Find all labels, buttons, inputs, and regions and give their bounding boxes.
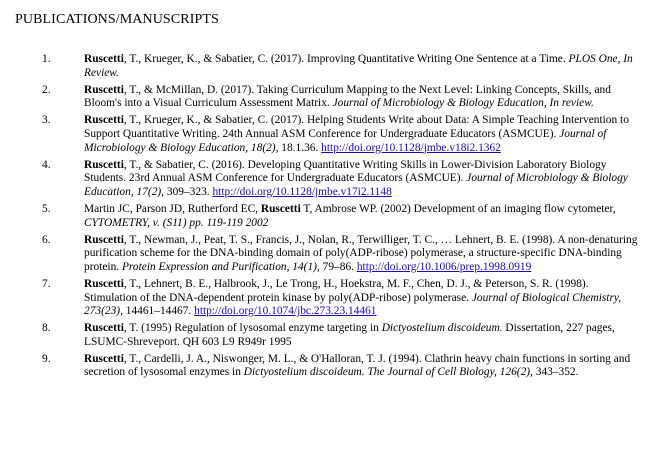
journal-name: PLOS One, In Review.	[84, 53, 633, 79]
publication-entry	[0, 278, 648, 319]
entry-number: 1.	[42, 53, 51, 65]
citation-lead: Martin JC, Parson JD, Rutherford EC,	[84, 202, 261, 215]
entry-number: 9.	[42, 352, 51, 365]
citation-text: , T., Newman, J., Peat, T. S., Francis, J., Nolan, R., Terwilliger, T. C., … Lehnert, B. E. (1998). A non-denaturing purification scheme for the DNA-binding domain of poly(ADP-ribose) polymerase, a structure-specific DNA-binding protein.	[84, 233, 638, 273]
section-heading: PUBLICATIONS/MANUSCRIPTS	[15, 12, 219, 27]
journal-name: CYTOMETRY, v. (S11) pp. 119-119 2002	[84, 216, 269, 229]
entry-number: 3.	[42, 114, 51, 127]
author-highlight: Ruscetti	[84, 114, 124, 127]
journal-name: Journal of Microbiology & Biology Education, In review.	[332, 97, 594, 110]
citation-pages: 343–352.	[532, 366, 579, 379]
journal-name: Dictyostelium discoideum.	[381, 322, 503, 335]
publication-entry	[0, 234, 648, 275]
citation-details: Dissertation, 227 pages, LSUMC-Shreveport. QH 603 L9 R949r 1995	[84, 322, 615, 348]
journal-name: Journal of Microbiology & Biology Education, 18(2),	[84, 127, 607, 154]
publication-entry	[0, 159, 648, 200]
author-highlight: Ruscetti	[84, 83, 124, 96]
citation-pages: 79–86.	[319, 260, 357, 273]
entry-number: 6.	[42, 233, 51, 246]
journal-name: Protein Expression and Purification, 14(1),	[121, 260, 320, 273]
doi-link[interactable]: http://doi.org/10.1074/jbc.273.23.14461	[194, 305, 377, 318]
entry-number: 7.	[42, 277, 51, 290]
author-highlight: Ruscetti	[84, 158, 124, 171]
publication-entry	[0, 322, 648, 349]
journal-name: Journal of Biological Chemistry, 273(23),	[84, 291, 622, 318]
doi-link[interactable]: http://doi.org/10.1128/jmbe.v17i2.1148	[212, 185, 392, 198]
publication-entry	[0, 353, 648, 380]
journal-name: Journal of Microbiology & Biology Education, 17(2),	[84, 172, 628, 198]
entry-number: 2.	[42, 83, 51, 96]
author-highlight: Ruscetti	[84, 322, 124, 335]
doi-link[interactable]: http://doi.org/10.1006/prep.1998.0919	[356, 260, 532, 273]
publication-entry	[0, 114, 648, 155]
citation-pages: 14461–14467.	[122, 305, 195, 318]
doi-link[interactable]: http://doi.org/10.1128/jmbe.v18i2.1362	[321, 141, 501, 154]
entry-number: 8.	[42, 322, 51, 335]
citation-pages: 18.1.36.	[278, 141, 322, 154]
journal-name: Dictyostelium discoideum. The Journal of Cell Biology, 126(2),	[243, 366, 533, 379]
citation-text: , T., & Sabatier, C. (2016). Developing Quantitative Writing Skills in Lower-Division Laboratory Biology Students. 23rd Annual ASM Conference for Undergraduate Educators (ASMCUE).	[84, 158, 607, 185]
citation-text: T, Ambrose WP. (2002) Development of an imaging flow cytometer,	[300, 202, 616, 215]
publication-entry	[0, 53, 648, 80]
entry-number: 5.	[42, 202, 51, 215]
author-highlight: Ruscetti	[84, 53, 124, 65]
publication-entry	[0, 84, 648, 111]
citation-pages: 309–323.	[164, 185, 213, 198]
author-highlight: Ruscetti	[260, 202, 301, 215]
citation-text: , T., Cardelli, J. A., Niswonger, M. L., & O'Halloran, T. J. (1994). Clathrin heavy chain functions in sorting and secretion of lysosomal enzymes in	[84, 352, 631, 379]
citation-text: , T., Krueger, K., & Sabatier, C. (2017). Helping Students Write about Data: A Simple Teaching Intervention to Support Quantitative Writing. 24th Annual ASM Conference for Undergraduate Educators (ASMCUE).	[84, 114, 629, 140]
publication-entry	[0, 203, 648, 230]
citation-text: , T., Krueger, K., & Sabatier, C. (2017). Improving Quantitative Writing One Sentence at a Time.	[123, 53, 569, 65]
author-highlight: Ruscetti	[84, 352, 124, 365]
citation-text: , T. (1995) Regulation of lysosomal enzyme targeting in	[123, 322, 382, 335]
publication-list	[0, 53, 648, 384]
entry-number: 4.	[42, 158, 51, 171]
citation-text: , T., & McMillan, D. (2017). Taking Curriculum Mapping to the Next Level: Linking Concepts, Skills, and Bloom's into a Visual Curriculum Assessment Matrix.	[84, 83, 611, 110]
author-highlight: Ruscetti	[84, 277, 124, 290]
author-highlight: Ruscetti	[84, 233, 124, 246]
citation-text: , T., Lehnert, B. E., Halbrook, J., Le Trong, H., Hoekstra, M. F., Chen, D. J., & Peterson, S. R. (1998). Stimulation of the DNA-dependent protein kinase by poly(ADP-ribose) polymerase.	[84, 277, 589, 304]
